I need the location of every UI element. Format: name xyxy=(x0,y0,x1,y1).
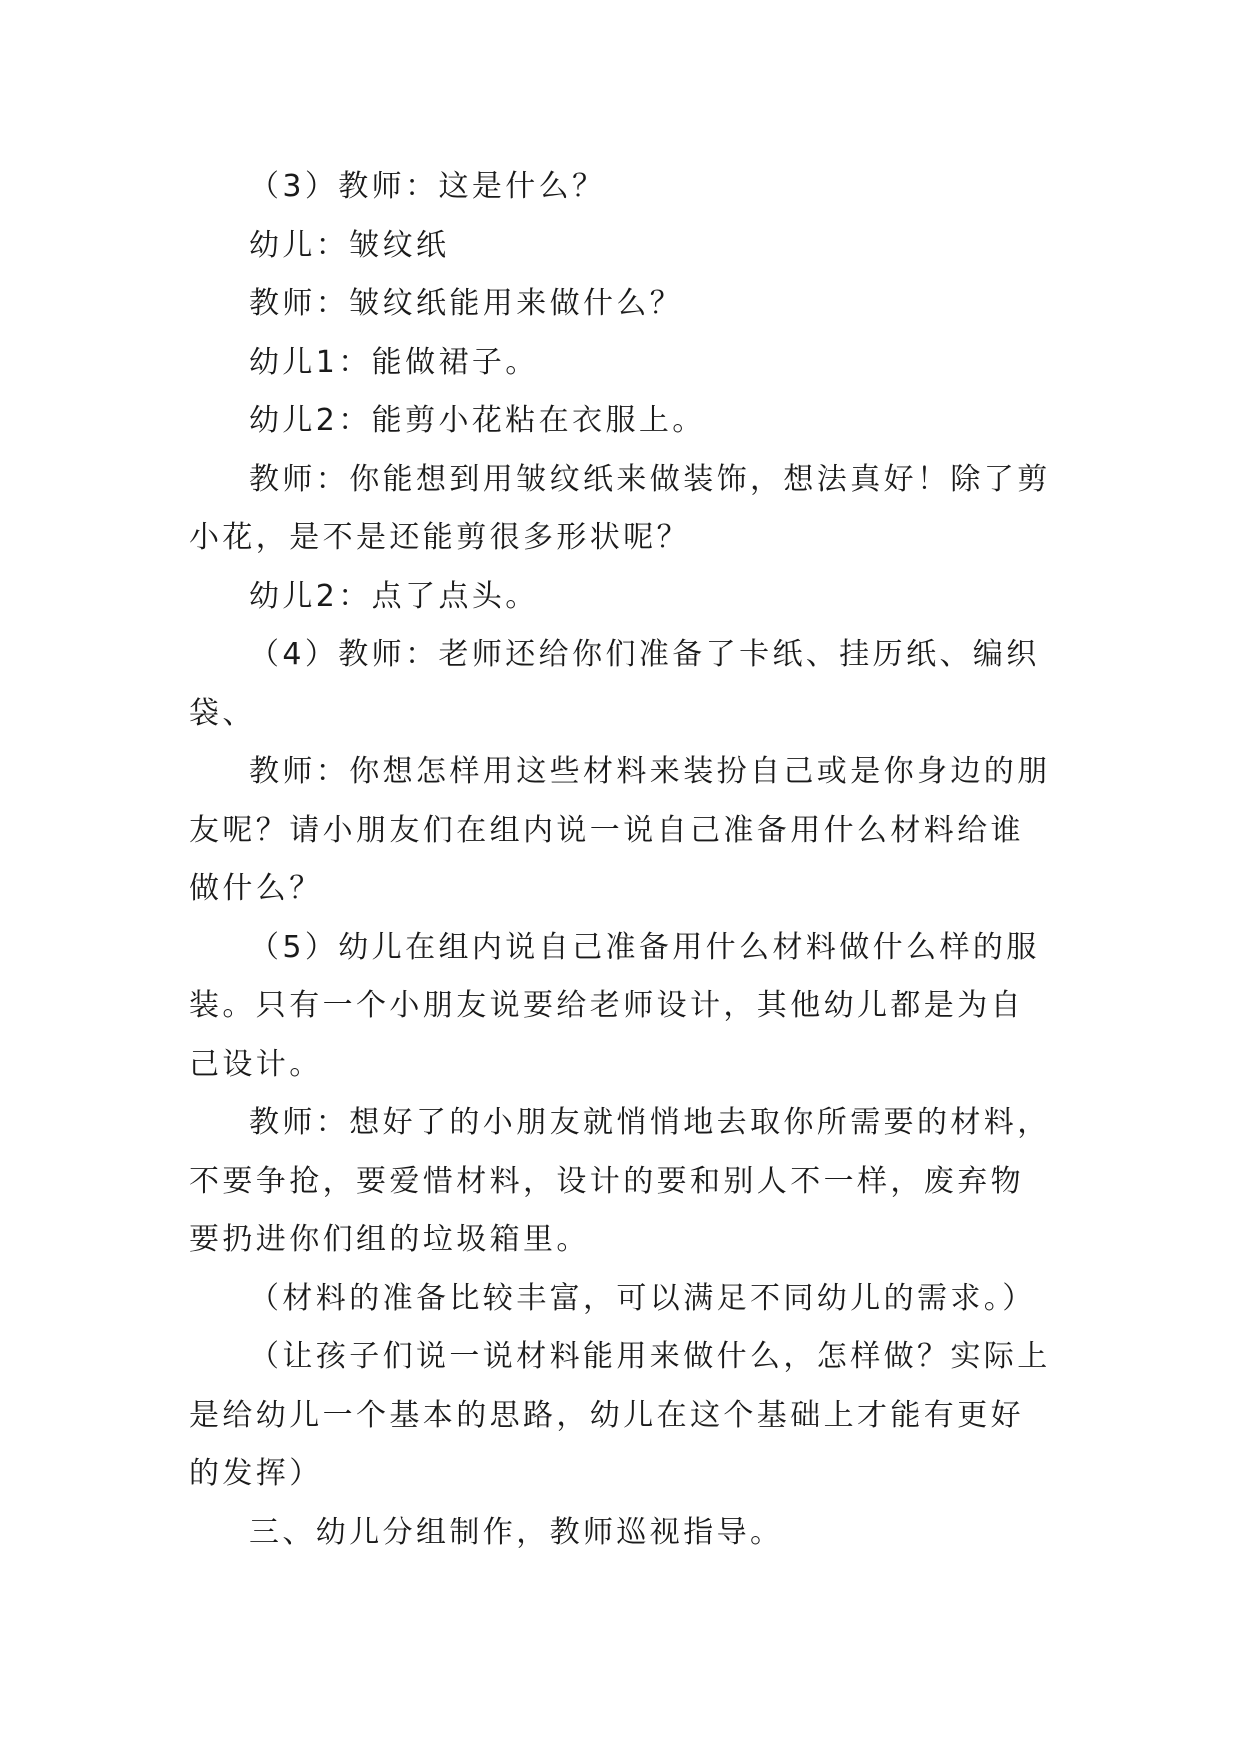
paragraph-teacher-dress-up: 教师：你想怎样用这些材料来装扮自己或是你身边的朋友呢？请小朋友们在组内说一说自己准备用什么材料给谁做什么？ xyxy=(189,754,1051,906)
paragraph-teacher-crepe-use: 教师：皱纹纸能用来做什么？ xyxy=(249,286,684,321)
paragraph-teacher-question-3: （3）教师：这是什么？ xyxy=(249,169,606,204)
paragraph-note-materials: （材料的准备比较丰富，可以满足不同幼儿的需求。） xyxy=(249,1280,1036,1316)
paragraph-children-discuss-5: （5）幼儿在组内说自己准备用什么材料做什么样的服装。只有一个小朋友说要给老师设计，其他幼儿都是为自己设计。 xyxy=(189,929,1040,1082)
paragraph-child2-nod: 幼儿2：点了点头。 xyxy=(249,578,539,614)
paragraph-teacher-materials-4: （4）教师：老师还给你们准备了卡纸、挂历纸、编织袋、 xyxy=(189,637,1040,731)
paragraph-note-ideas: （让孩子们说一说材料能用来做什么，怎样做？实际上是给幼儿一个基本的思路，幼儿在这个基础上才能有更好的发挥） xyxy=(189,1339,1051,1491)
document-body xyxy=(189,158,1052,1562)
paragraph-child2-flowers: 幼儿2：能剪小花粘在衣服上。 xyxy=(249,403,706,438)
paragraph-section-three: 三、幼儿分组制作，教师巡视指导。 xyxy=(249,1514,784,1550)
paragraph-teacher-praise: 教师：你能想到用皱纹纸来做装饰，想法真好！除了剪小花，是不是还能剪很多形状呢？ xyxy=(189,461,1051,555)
paragraph-child-crepe-paper: 幼儿：皱纹纸 xyxy=(249,227,450,263)
paragraph-teacher-instructions: 教师：想好了的小朋友就悄悄地去取你所需要的材料，不要争抢，要爱惜材料，设计的要和别人不一样，废弃物要扔进你们组的垃圾箱里。 xyxy=(189,1105,1051,1257)
paragraph-child1-skirt: 幼儿1：能做裙子。 xyxy=(249,344,539,380)
